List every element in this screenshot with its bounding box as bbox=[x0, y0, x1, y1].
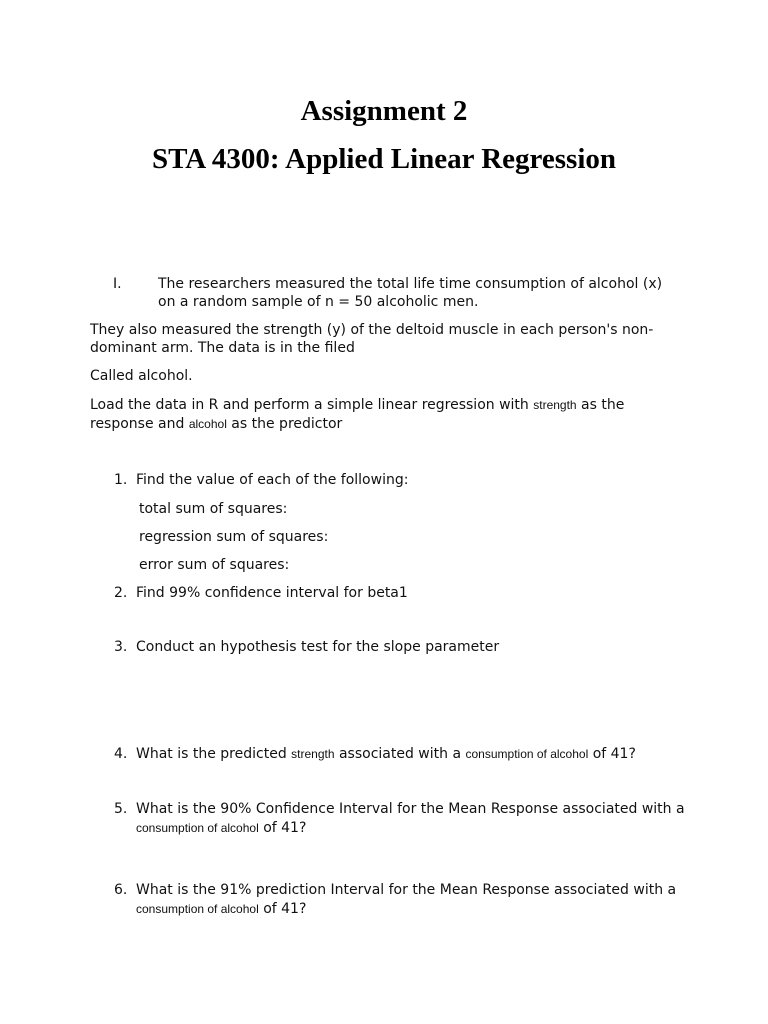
instruction-text-c: response and bbox=[90, 416, 189, 432]
q6-number: 6. bbox=[114, 882, 128, 898]
instruction-text-a: Load the data in R and perform a simple linear regression with bbox=[90, 397, 534, 413]
section-line-2: on a random sample of n = 50 alcoholic men. bbox=[158, 294, 479, 310]
q1-item-error-ss: error sum of squares: bbox=[139, 557, 290, 573]
q4-text-a: What is the predicted bbox=[136, 746, 292, 762]
predictor-variable: alcohol bbox=[188, 417, 227, 431]
instruction-text-b: as the bbox=[576, 397, 625, 413]
q2-number: 2. bbox=[114, 585, 128, 601]
q5-text-end: of 41? bbox=[258, 820, 307, 836]
q6-var-consumption: consumption of alcohol bbox=[136, 902, 259, 916]
intro-paragraph-line-1: They also measured the strength (y) of the deltoid muscle in each person's non- bbox=[90, 322, 654, 338]
course-title: STA 4300: Applied Linear Regression bbox=[151, 143, 617, 175]
instruction-text-d: as the predictor bbox=[226, 416, 343, 432]
intro-paragraph-line-2: dominant arm. The data is in the filed bbox=[90, 340, 355, 356]
q1-text: Find the value of each of the following: bbox=[136, 472, 409, 488]
assignment-title: Assignment 2 bbox=[300, 95, 468, 127]
q3-number: 3. bbox=[114, 639, 128, 655]
q4-text bbox=[136, 745, 636, 763]
q4-var-strength: strength bbox=[291, 747, 335, 761]
q2-text: Find 99% confidence interval for beta1 bbox=[136, 585, 408, 601]
q4-text-b: associated with a bbox=[334, 746, 466, 762]
q5-var-consumption: consumption of alcohol bbox=[136, 821, 259, 835]
q4-text-c: of 41? bbox=[588, 746, 636, 762]
section-numeral: I. bbox=[113, 276, 122, 292]
q6-text-end: of 41? bbox=[258, 901, 307, 917]
q5-text-line-1: What is the 90% Confidence Interval for the Mean Response associated with a bbox=[136, 801, 685, 817]
q4-number: 4. bbox=[114, 746, 128, 762]
q1-item-regression-ss: regression sum of squares: bbox=[139, 529, 329, 545]
intro-dataset-name: Called alcohol. bbox=[90, 368, 193, 384]
section-line-1: The researchers measured the total life time consumption of alcohol (x) bbox=[158, 276, 663, 292]
instruction-line-2 bbox=[90, 415, 342, 433]
q1-number: 1. bbox=[114, 472, 128, 488]
response-variable: strength bbox=[533, 398, 577, 412]
instruction-line-1 bbox=[90, 396, 624, 414]
q6-text-line-2 bbox=[136, 900, 306, 918]
q5-text-line-2 bbox=[136, 819, 306, 837]
q5-number: 5. bbox=[114, 801, 128, 817]
q1-item-total-ss: total sum of squares: bbox=[139, 501, 288, 517]
q3-text: Conduct an hypothesis test for the slope parameter bbox=[136, 639, 500, 655]
q6-text-line-1: What is the 91% prediction Interval for the Mean Response associated with a bbox=[136, 882, 677, 898]
q4-var-consumption: consumption of alcohol bbox=[465, 747, 589, 761]
